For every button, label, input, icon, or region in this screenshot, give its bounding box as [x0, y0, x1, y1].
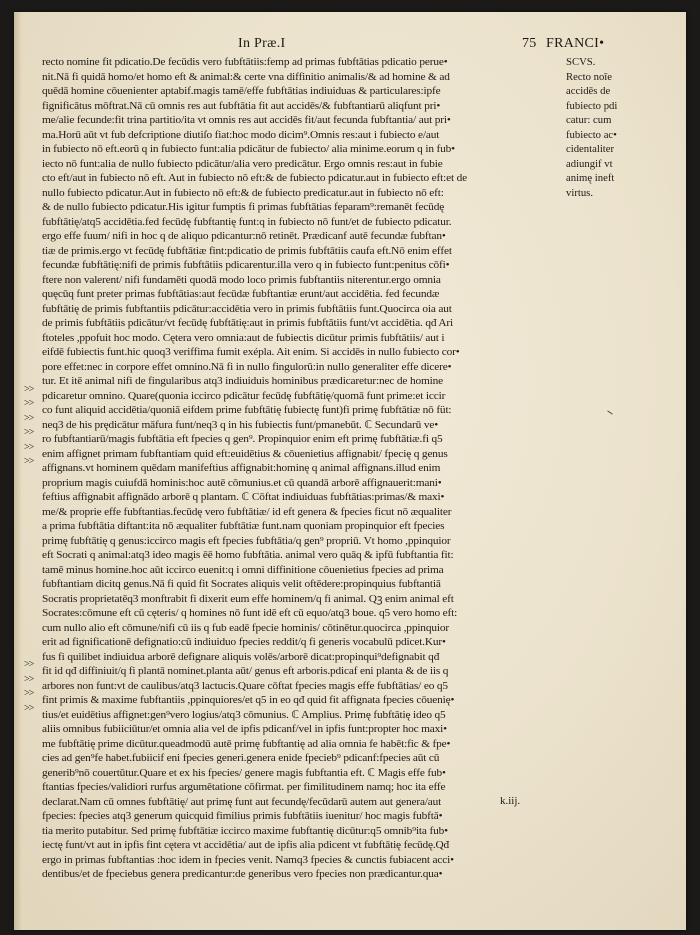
paragraph-marker: >>	[24, 688, 34, 699]
text-line: iectę funt/vt aut in ipfis fint cętera vt accidētia/ aut de ipfis alia pdicent vt fubftātię fecūdę.Qđ	[42, 839, 450, 851]
text-line: recto nomine fit pdicatio.De fecūdis vero fubftātiis:femp ad primas fubftātias pdicatio perue•	[42, 56, 448, 68]
text-line: proprium magis cuiufdā hominis:hoc autē cōmunius.et cū quandā arborē affignauerit:mani•	[42, 476, 442, 489]
text-line: me fubftātię prime dicūtur.queadmodū autē primę fubftantię ad alia omnia fe habēt:fic & fpe•	[42, 737, 451, 750]
text-line: cto eft/aut in fubiecto nō eft. Aut in fubiecto nō eft:& de fubiecto pdicatur.aut in fubiecto eft:et de	[42, 172, 467, 184]
text-line: me/alie fecunde:fit trina partitio/ita vt omnis res aut accidēs fit/aut fecunda fubftantia/ aut pri•	[42, 114, 451, 126]
paragraph-marker: >>	[24, 398, 34, 409]
text-line: ma.Horū aūt vt fub defcriptione diutiſo fiat:hoc modo dicim⁹.Omnis res:aut i fubiecto e/aut	[42, 128, 440, 141]
text-line: iecto nō funt:alia de nullo fubiecto pdicātur/alia vero predicātur. Ergo omnis res:aut in fubie	[42, 157, 443, 170]
text-line: fpecies: fpecies atq3 generum quicquid fimilius primis fubftātiis iuenitur/ hoc magis fubftā•	[42, 810, 443, 822]
running-head-catchword: FRANCI•	[546, 36, 605, 51]
text-line: aliis omnibus fubiiciūtur/et omnia alia vel de ipfis pdicanf/vel in ipfis funt:propter hoc maxi•	[42, 723, 447, 735]
margin-gloss-line: catur: cum	[566, 114, 612, 126]
text-line: fubftātię de primis fubftantiis pdicātur:accidētia vero in primis fubftātiis funt.Quocirca oia aut	[42, 302, 452, 315]
text-line: pdicaretur omnino. Quare(quonia iccirco pdicātur fecūdę fubftātię/quomā funt prime:et iccir	[42, 389, 446, 402]
paragraph-marker: >>	[24, 442, 34, 453]
text-line: fecundæ fubftātię:nifi de primis fubftātiis pdicarentur.illa vero q in fubiecto funt:penitus cōfi•	[42, 259, 450, 271]
signature-mark: k.iij.	[500, 795, 521, 807]
margin-gloss-line: Recto noīe	[566, 70, 613, 83]
margin-gloss	[566, 55, 662, 200]
text-line: Socrates:cōmune eft cū cęteris/ q homines nō funt idē eft cū equo/atq3 boue. q5 vero homo eft:	[42, 607, 458, 619]
paragraph-marker: >>	[24, 703, 34, 714]
margin-gloss-line: accidēs de	[566, 85, 611, 97]
paragraph-marker: >>	[24, 384, 34, 395]
margin-gloss-line: adiungif vt	[566, 157, 613, 170]
text-line: feftius affignabit affignādo arborē q plantam. ℂ Cōftat indiuiduas fubftātias:primas/& maxi•	[42, 491, 445, 503]
text-line: nit.Nā fi quidā homo/et homo eft & animal:& certe vna diffinitio animalis/& ad homine & ad	[42, 70, 450, 83]
text-line: tiæ de primis.ergo vt fecūdę fubftātiæ fint:pdicatio de primis fubftātiis caufa eft.Nō enim effet	[42, 244, 452, 257]
text-line: enim affignet primam fubftantiam quid eft:euidētius & cōuenietius affignabit/ fpecię q genus	[42, 447, 448, 460]
text-line: affignans.vt hominem quēdam manifeftius affignabit:hominę q animal affignans.illud enim	[42, 462, 441, 474]
text-line: primę fubftātię q genus:iccirco magis eft fpecies fubftātia/q gen⁹ propriū. Vt homo ,ppinquior	[42, 534, 451, 547]
text-line: neq3 de his prędicātur māfura funt/neq3 q in his fubiectis funt/pmanebūt. ℂ Secundarū ve•	[42, 418, 439, 431]
page-gutter-shadow	[14, 12, 22, 930]
text-line: quēdā homine cōuenienter aptabif.magis tamē/effe fubftātias indiuiduas & particulares:ipfe	[42, 85, 441, 97]
text-line: me/& proprie effe fubftantias.fecūdę vero fubftātiæ/ id eft genera & fpecies ficut nō æqualiter	[42, 505, 452, 518]
main-text-block	[42, 55, 562, 882]
text-line: fit id qđ diffiniuit/q fi plantā nominet.planta aūt/ genus eft arboris.pdicaf eni planta & de iis q	[42, 665, 449, 677]
text-line: in fubiecto nō eft.eorū q in fubiecto funt:alia pdicātur de fubiecto/ alia minime.eorum q in fub•	[42, 143, 455, 155]
text-line: declarat.Nam cū omnes fubftātię/ aut primę funt aut fecundę/fecūdarū autem aut genera/aut	[42, 795, 442, 808]
paragraph-marker: >>	[24, 674, 34, 685]
text-line: arbores non funt:vt de caulibus/atq3 lactucis.Quare cōftat fpecies magis effe fubftātias/ eo q5	[42, 679, 448, 692]
text-line: eifdē fubiectis funt.hic quoq3 veriffima fumit exépla. Ait enim. Si accidēs in nullo fubiecto cor•	[42, 346, 460, 358]
margin-gloss-line: fubiecto ac•	[566, 128, 617, 141]
folio-number: 75	[522, 36, 537, 51]
margin-gloss-line: SCVS.	[566, 56, 596, 68]
paragraph-marker: >>	[24, 427, 34, 438]
text-line: ftere non valerent/ nifi fundamēti quodā modo loco primis fubftantiis niterentur.ergo omnia	[42, 273, 441, 286]
text-line: fint primis & maxime fubftantiis ,ppinquiores/et q5 in eo qđ quid fit affignata fpecies cōuenię•	[42, 694, 455, 706]
text-line: eft Socrati q animal:atq3 ideo magis ēē homo fubftātia. animal vero quāq & ipfū fubftantia fit:	[42, 549, 454, 561]
text-line: quęcūq funt preter primas fubftātias:aut fecūdæ fubftantiæ erunt/aut accidētia. fed fecundæ	[42, 288, 440, 300]
text-line: dentibus/et de fpeciebus genera predicantur:de generibus vero fpecies non prædicantur.qua•	[42, 868, 443, 880]
text-line: & de nullo fubiecto pdicatur.His igitur fumptis fi primas fubftātias feparam⁹:remanēt fecūdę	[42, 201, 445, 213]
margin-gloss-line: animę ineft	[566, 172, 615, 184]
text-line: ftoteles ,ppofuit hoc modo. Cętera vero omnia:aut de fubiectis dicūtur primis fubftātiis/ aut i	[42, 331, 445, 344]
text-line: fubftātię/atq5 accidētia.fed fecūdę fubftantię funt:q in fubiecto nō funt/et de fubiecto pdicatur.	[42, 215, 452, 228]
margin-gloss-line: cidentaliter	[566, 143, 615, 155]
text-line: pore effet:nec in corpore effet omnino.Nā fi in nullo fingulorū:in nullo generaliter effe dicere•	[42, 360, 452, 373]
text-line: co funt aliquid accidētia/quoniā eifdem prime fubftātię fubiectę funt)fi primę fubftātiæ nō füt:	[42, 404, 452, 416]
paragraph-marker: >>	[24, 413, 34, 424]
text-line: ro fubftantiarū/magis fubftātia eft fpecies q gen⁹. Propinquior enim eft primę fubftātiæ.fi q5	[42, 433, 443, 445]
text-line: tia merito putabitur. Sed primę fubftātiæ iccirco maxime fubftantię dicūtur:q5 omnib⁹ita fub•	[42, 824, 448, 837]
text-line: ftantias fpecies/validiori rurfus argumētatione cōfirmat. per fimilitudinem namq; hoc ita effe	[42, 781, 446, 793]
text-line: fignificātus mōftrat.Nā cū omnis res aut fubftātia fit aut accidēs/& fubftantiarū aliqfunt pri•	[42, 99, 441, 112]
text-line: tur. Et itē animal nifi de fingularibus atq3 indiuiduis hominibus prædicaretur:nec de homine	[42, 375, 443, 387]
text-line: tius/et euidētius affignet:gen⁹vero logius/atq3 cōmunius. ℂ Amplius. Primę fubftātię ideo q5	[42, 708, 446, 721]
text-line: cies ad gen⁹fe habet.fubiicif eni fpecies generi.genera enide fpecieb⁹ pdicanf:fpecies aūt cū	[42, 752, 440, 764]
running-head-title: In Præ.I	[238, 36, 286, 51]
text-line: nullo fubiecto pdicatur.Aut in fubiecto nō eft:& de fubiecto predicatur.aut in fubiecto nō eft:	[42, 186, 444, 199]
paragraph-marker: >>	[24, 659, 34, 670]
text-line: Socratis proprietatēq3 monftrabit fi dixerit eum effe hominem/q fi animal. Qꝫ enim animal eft	[42, 592, 454, 605]
margin-gloss-line: fubiecto pdi	[566, 99, 618, 112]
text-line: tamē minus homine.hoc aūt iccirco euenit:q i omni diffinitione cōuenietius fpecies ad prima	[42, 563, 444, 576]
paragraph-marker: >>	[24, 456, 34, 467]
text-line: generib⁹nō couertūtur.Quare et ex his fpecies/ genere magis fubftantia eft. ℂ Magis effe fub•	[42, 766, 446, 779]
text-line: fubftantiam dicitq genus.Nā fi quid fit Socrates aliquis velit oftēdere:propinquius fubftantiā	[42, 578, 441, 590]
text-line: cum nullo alio eft cōmune/nifi cū iis q fub eadē fpecie hominis/ cōtinētur.quocirca ,ppinquior	[42, 621, 449, 634]
text-line: ergo in primas fubftantias :hoc idem in fpecies venit. Namq3 fpecies & cunctis fubiacent acci•	[42, 853, 454, 866]
text-line: de primis fubftātiis pdicātur/vt fecūdę fubftātię:aut in primis fubftātiis funt/vt accidētia. qđ Ari	[42, 317, 454, 329]
text-line: fus fi quilibet indiuidua arborē defignare aliquis volēs/arborē dicat:propinqui⁹defignabit qđ	[42, 650, 440, 663]
text-line: ergo effe fuum/ nifi in hoc q de aliquo pdicantur:nō retinēt. Prædicanf autē fecundæ fubftan•	[42, 230, 446, 242]
margin-gloss-line: virtus.	[566, 186, 594, 199]
text-line: a prima fubftātia diftant:ita nō æqualiter fubftātiæ funt.nam quoniam propinquior eft fpecies	[42, 520, 445, 532]
text-line: erit ad fignificationē defignatio:cū indiuiduo fpecies reddit/q fi generis vocabulū pdicet.Kur•	[42, 636, 446, 648]
